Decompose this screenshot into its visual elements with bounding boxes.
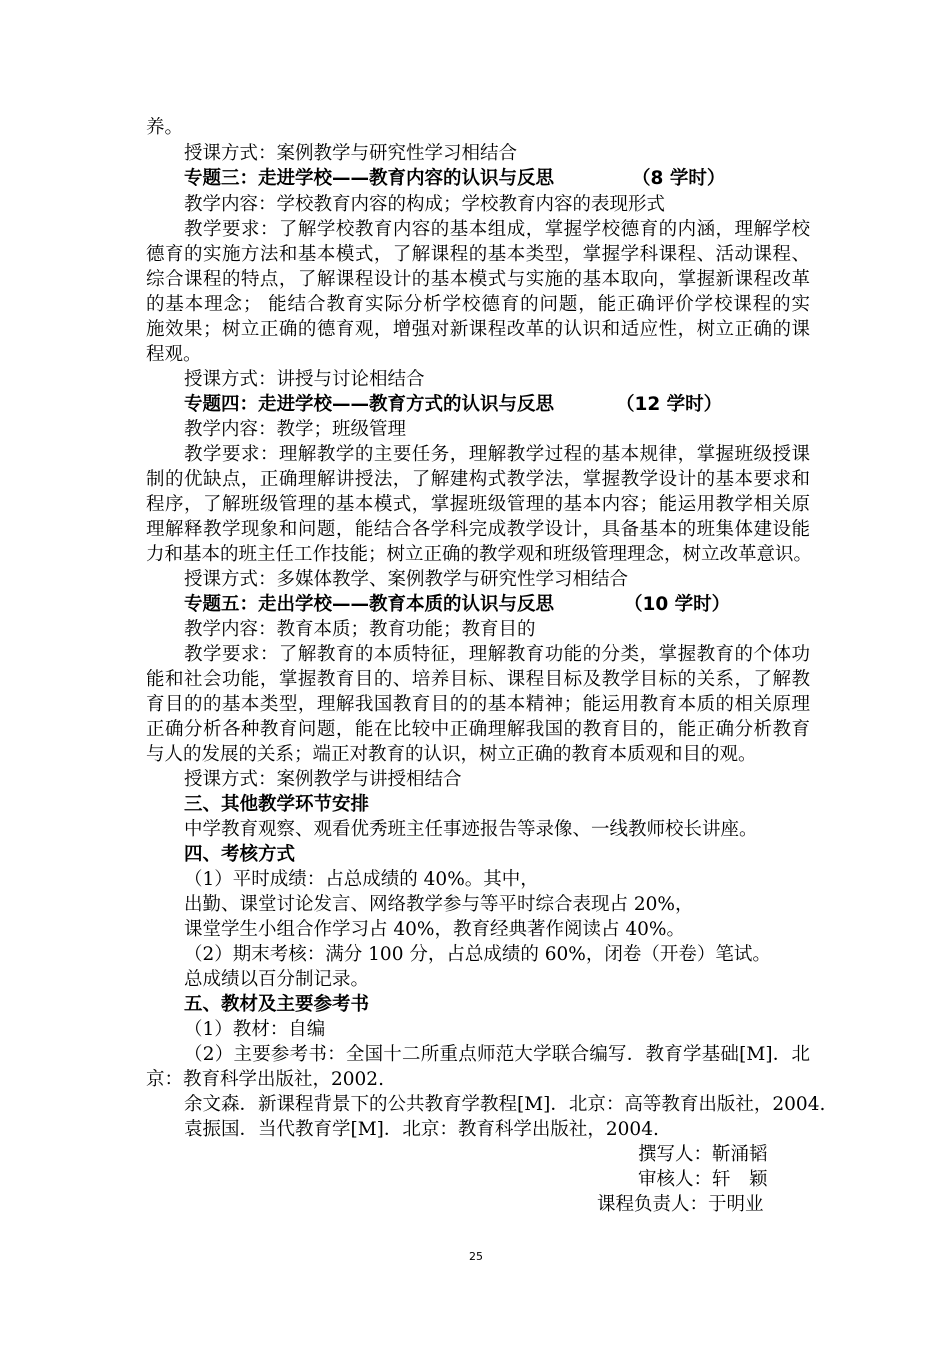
section-4-heading: 四、考核方式: [184, 844, 296, 865]
text-line: 程序，了解班级管理的基本模式，掌握班级管理的基本内容；能运用教学相关原: [146, 494, 810, 515]
reference-line: 京：教育科学出版社，2002.: [146, 1069, 384, 1090]
reference-line: （2）主要参考书：全国十二所重点师范大学联合编写．教育学基础[M]．北: [184, 1044, 810, 1065]
text-line: （1）平时成绩：占总成绩的 40%。其中，: [184, 869, 539, 890]
text-line: 授课方式：案例教学与研究性学习相结合: [184, 143, 518, 164]
text-line: 综合课程的特点，了解课程设计的基本模式与实施的基本取向，掌握新课程改革: [146, 269, 810, 290]
text-line: 授课方式：案例教学与讲授相结合: [184, 769, 462, 790]
text-line: 与人的发展的关系；端正对教育的认识，树立正确的教育本质观和目的观。: [146, 744, 757, 765]
writer-signature: 撰写人：靳涌韬: [638, 1144, 768, 1165]
text-line: （2）期末考核：满分 100 分，占总成绩的 60%，闭卷（开卷）笔试。: [184, 944, 771, 965]
text-line: 施效果；树立正确的德育观，增强对新课程改革的认识和适应性，树立正确的课: [146, 319, 810, 340]
text-line: 教学内容：教学；班级管理: [184, 419, 407, 440]
text-line: 教学要求：了解学校教育内容的基本组成，掌握学校德育的内涵，理解学校: [184, 219, 810, 240]
text-line: 的基本理念； 能结合教育实际分析学校德育的问题，能正确评价学校课程的实: [146, 294, 810, 315]
text-line: （1）教材：自编: [184, 1019, 326, 1040]
topic-3-heading: [184, 167, 810, 191]
text-line: 教学要求：了解教育的本质特征，理解教育功能的分类，掌握教育的个体功: [184, 644, 810, 665]
topic-hours: （10 学时）: [624, 594, 731, 615]
topic-4-heading: [184, 393, 810, 417]
text-line: 育目的的基本类型，理解我国教育目的的基本精神；能运用教育本质的相关原理: [146, 694, 810, 715]
page-number: 25: [469, 1250, 483, 1263]
topic-title: 专题四：走进学校——教育方式的认识与反思: [184, 394, 555, 415]
text-line: 课堂学生小组合作学习占 40%，教育经典著作阅读占 40%。: [184, 919, 686, 940]
text-line: 出勤、课堂讨论发言、网络教学参与等平时综合表现占 20%，: [184, 894, 694, 915]
text-line: 制的优缺点，正确理解讲授法，了解建构式教学法，掌握教学设计的基本要求和: [146, 469, 810, 490]
text-line: 能和社会功能，掌握教育目的、培养目标、课程目标及教学目标的关系，了解教: [146, 669, 810, 690]
topic-title: 专题三：走进学校——教育内容的认识与反思: [184, 168, 555, 189]
text-line: 正确分析各种教育问题，能在比较中正确理解我国的教育目的，能正确分析教育: [146, 719, 810, 740]
topic-title: 专题五：走出学校——教育本质的认识与反思: [184, 594, 555, 615]
reviewer-signature: 审核人：轩 颖: [638, 1169, 768, 1190]
text-line: 理解释教学现象和问题，能结合各学科完成教学设计，具备基本的班集体建设能: [146, 519, 810, 540]
reference-line: 余文森．新课程背景下的公共教育学教程[M]．北京：高等教育出版社，2004.: [184, 1094, 826, 1115]
text-line: 养。: [146, 117, 184, 138]
text-line: 教学内容：教育本质；教育功能；教育目的: [184, 619, 536, 640]
section-5-heading: 五、教材及主要参考书: [184, 994, 370, 1015]
section-3-heading: 三、其他教学环节安排: [184, 794, 370, 815]
text-line: 总成绩以百分制记录。: [184, 969, 370, 990]
text-line: 德育的实施方法和基本模式，了解课程的基本类型，掌握学科课程、活动课程、: [146, 244, 810, 265]
text-line: 教学要求：理解教学的主要任务，理解教学过程的基本规律，掌握班级授课: [184, 444, 810, 465]
topic-5-heading: [184, 593, 810, 617]
reference-line: 袁振国．当代教育学[M]．北京：教育科学出版社，2004.: [184, 1119, 659, 1140]
course-owner-signature: 课程负责人：于明业: [597, 1194, 764, 1215]
topic-hours: （8 学时）: [632, 168, 726, 189]
text-line: 中学教育观察、观看优秀班主任事迹报告等录像、一线教师校长讲座。: [184, 819, 758, 840]
text-line: 授课方式：多媒体教学、案例教学与研究性学习相结合: [184, 569, 629, 590]
topic-hours: （12 学时）: [616, 394, 723, 415]
text-line: 程观。: [146, 344, 202, 365]
text-line: 授课方式：讲授与讨论相结合: [184, 369, 425, 390]
text-line: 教学内容：学校教育内容的构成；学校教育内容的表现形式: [184, 194, 666, 215]
text-line: 力和基本的班主任工作技能；树立正确的教学观和班级管理理念，树立改革意识。: [146, 544, 813, 565]
